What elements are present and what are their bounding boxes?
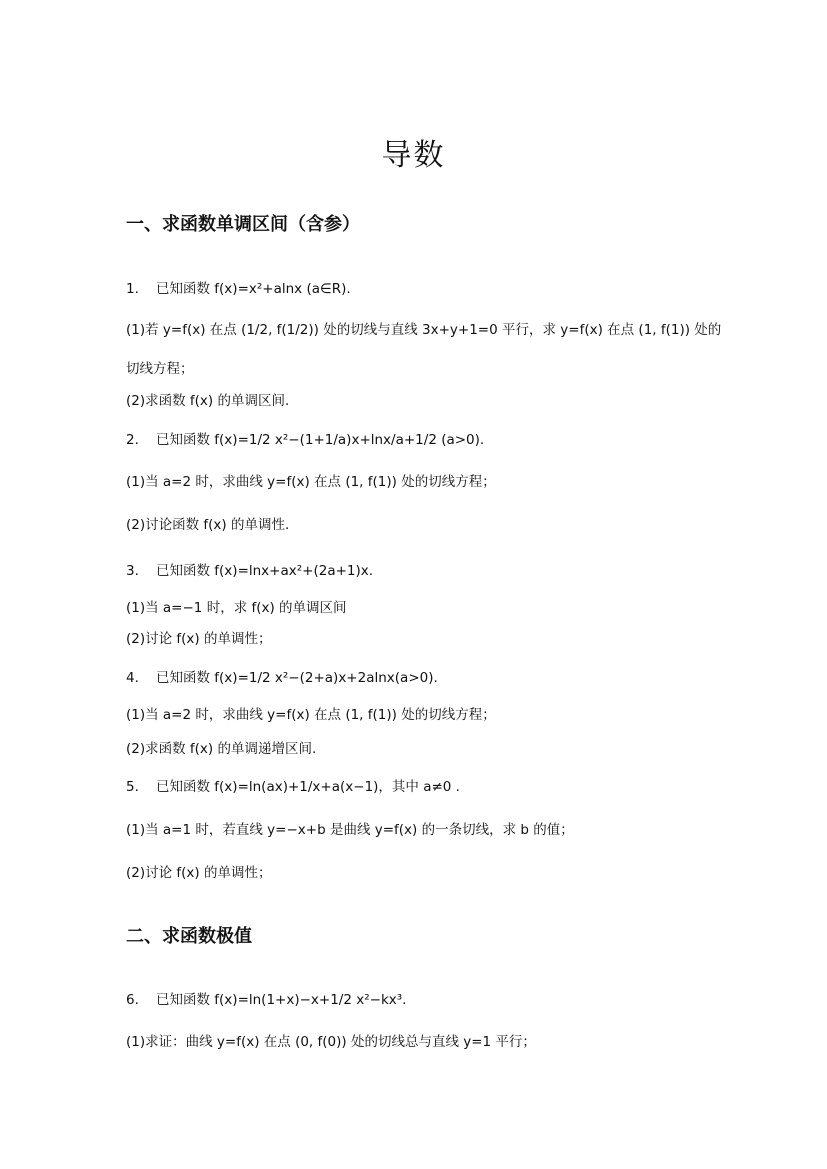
problem-1-part-1-cont: 切线方程； — [126, 361, 194, 377]
problem-text: 已知函数 f(x)=ln(ax)+1/x+a(x−1)，其中 a≠0 . — [156, 779, 460, 795]
problem-1 — [126, 277, 351, 297]
problem-number: 6. — [126, 992, 139, 1008]
problem-text: 已知函数 f(x)=x²+alnx (a∈R). — [156, 281, 351, 297]
problem-6-part-1: (1)求证：曲线 y=f(x) 在点 (0, f(0)) 处的切线总与直线 y=1 平行； — [126, 1034, 536, 1050]
problem-text: 已知函数 f(x)=lnx+ax²+(2a+1)x. — [156, 563, 374, 579]
problem-5 — [126, 775, 460, 795]
problem-2-part-2: (2)讨论函数 f(x) 的单调性. — [126, 517, 290, 533]
problem-text: 已知函数 f(x)=1/2 x²−(2+a)x+2alnx(a>0). — [156, 670, 438, 686]
page-title: 导数 — [381, 138, 446, 173]
problem-text: 已知函数 f(x)=ln(1+x)−x+1/2 x²−kx³. — [156, 992, 407, 1008]
problem-2-part-1: (1)当 a=2 时，求曲线 y=f(x) 在点 (1, f(1)) 处的切线方程； — [126, 474, 496, 490]
problem-4-part-1: (1)当 a=2 时，求曲线 y=f(x) 在点 (1, f(1)) 处的切线方程； — [126, 707, 496, 723]
problem-3 — [126, 559, 373, 579]
problem-5-part-2: (2)讨论 f(x) 的单调性； — [126, 865, 272, 881]
problem-3-part-2: (2)讨论 f(x) 的单调性； — [126, 631, 272, 647]
section-heading-1: 一、求函数单调区间（含参） — [126, 214, 360, 235]
problem-4-part-2: (2)求函数 f(x) 的单调递增区间. — [126, 741, 317, 757]
problem-3-part-1: (1)当 a=−1 时，求 f(x) 的单调区间 — [126, 600, 347, 616]
problem-1-part-1: (1)若 y=f(x) 在点 (1/2, f(1/2)) 处的切线与直线 3x+y+1=0 平行，求 y=f(x) 在点 (1, f(1)) 处的 — [126, 322, 722, 338]
problem-1-part-2: (2)求函数 f(x) 的单调区间. — [126, 393, 290, 409]
problem-text: 已知函数 f(x)=1/2 x²−(1+1/a)x+lnx/a+1/2 (a>0). — [156, 432, 485, 448]
problem-2 — [126, 428, 484, 448]
problem-number: 2. — [126, 432, 139, 448]
problem-number: 4. — [126, 670, 139, 686]
problem-6 — [126, 988, 406, 1008]
problem-number: 3. — [126, 563, 139, 579]
problem-number: 5. — [126, 779, 139, 795]
problem-5-part-1: (1)当 a=1 时，若直线 y=−x+b 是曲线 y=f(x) 的一条切线，求 b 的值； — [126, 822, 574, 838]
problem-number: 1. — [126, 281, 139, 297]
problem-4 — [126, 666, 438, 686]
section-heading-2: 二、求函数极值 — [126, 926, 252, 947]
